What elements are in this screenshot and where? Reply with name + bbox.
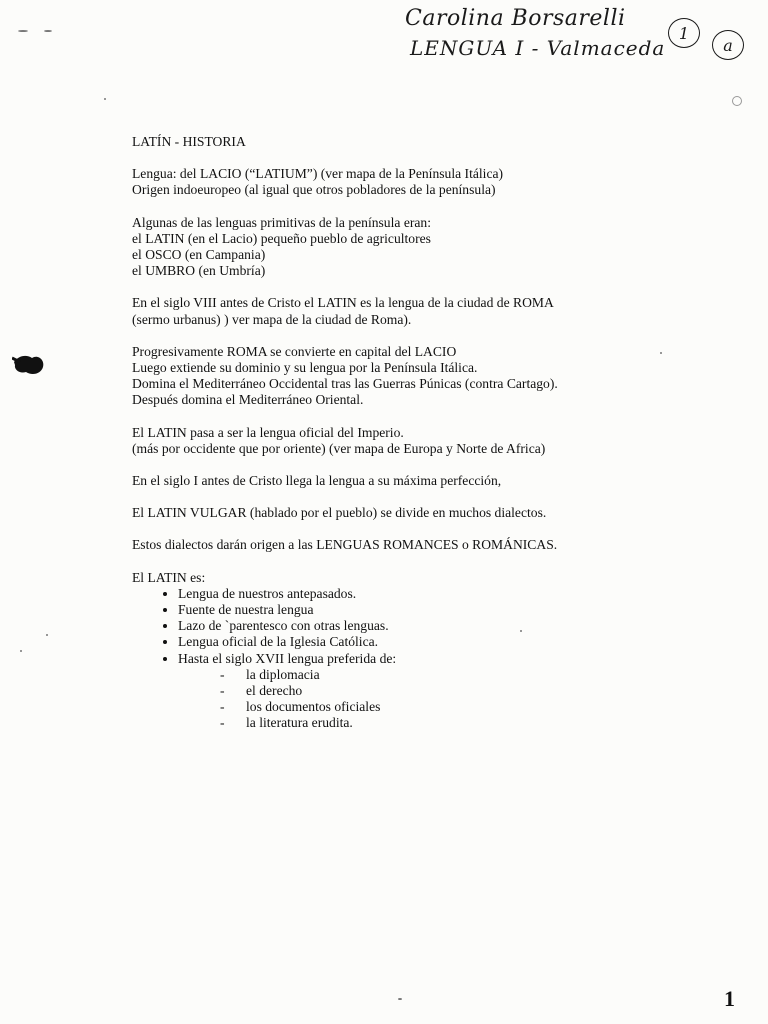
circled-number-1: 1 [668, 18, 700, 48]
paragraph-line: (sermo urbanus) ) ver mapa de la ciudad de Roma). [132, 311, 412, 327]
paragraph-line: Luego extiende su dominio y su lengua por la Península Itálica. [132, 360, 478, 376]
paragraph-line: Progresivamente ROMA se convierte en capital del LACIO [132, 343, 457, 359]
list-item [178, 651, 712, 732]
paragraph-origin [132, 166, 712, 198]
list-item-label: Hasta el siglo XVII lengua preferida de: [178, 650, 397, 666]
handwritten-name: Carolina Borsarelli [405, 6, 626, 31]
page-number: 1 [724, 986, 735, 1011]
paragraph-romance-languages: Estos dialectos darán origen a las LENGUAS ROMANCES o ROMÁNICAS. [132, 537, 558, 553]
scan-speck [104, 98, 106, 100]
paragraph-line: Origen indoeuropeo (al igual que otros pobladores de la península) [132, 182, 496, 198]
paragraph-line: el UMBRO (en Umbría) [132, 263, 266, 279]
paragraph-line: (más por occidente que por oriente) (ver mapa de Europa y Norte de Africa) [132, 440, 546, 456]
circled-letter-a: a [712, 30, 744, 60]
scan-speck [44, 30, 52, 32]
paragraph-line: Después domina el Mediterráneo Oriental. [132, 392, 364, 408]
list-item: • Lazo de `parentesco con otras lenguas. [178, 618, 712, 634]
scan-speck [732, 96, 742, 106]
paragraph-line: el LATIN (en el Lacio) pequeño pueblo de agricultores [132, 230, 431, 246]
document-title: LATÍN - HISTORIA [132, 134, 246, 149]
paragraph-rome [132, 295, 712, 327]
scan-speck [46, 634, 48, 636]
ink-blot-icon [12, 352, 46, 376]
scan-speck [398, 998, 402, 1000]
bullet-list [132, 586, 712, 732]
paragraph-line: el OSCO (en Campania) [132, 247, 266, 263]
paragraph-line: En el siglo VIII antes de Cristo el LATIN es la lengua de la ciudad de ROMA [132, 295, 554, 311]
paragraph-expansion [132, 344, 712, 409]
sub-list-item: - la literatura erudita. [220, 715, 712, 731]
scan-speck [660, 352, 662, 354]
scan-speck [20, 650, 22, 652]
sub-list-item: - la diplomacia [220, 667, 712, 683]
document-body [132, 134, 712, 732]
paragraph-line: El LATIN pasa a ser la lengua oficial del Imperio. [132, 424, 404, 440]
handwritten-course: LENGUA I - Valmaceda [410, 36, 666, 60]
scan-speck [520, 630, 522, 632]
paragraph-perfection: En el siglo I antes de Cristo llega la lengua a su máxima perfección, [132, 473, 502, 489]
list-item: • Lengua de nuestros antepasados. [178, 586, 712, 602]
list-item: • Fuente de nuestra lengua [178, 602, 712, 618]
paragraph-line: Lengua: del LACIO (“LATIUM”) (ver mapa de la Península Itálica) [132, 166, 504, 182]
sub-list [178, 667, 712, 732]
paragraph-vulgar-latin: El LATIN VULGAR (hablado por el pueblo) se divide en muchos dialectos. [132, 505, 547, 521]
paragraph-line: Domina el Mediterráneo Occidental tras las Guerras Púnicas (contra Cartago). [132, 376, 558, 392]
scan-speck [18, 30, 28, 32]
list-item: • Lengua oficial de la Iglesia Católica. [178, 634, 712, 650]
list-intro: El LATIN es: [132, 569, 206, 585]
paragraph-primitive-languages [132, 215, 712, 280]
paragraph-empire [132, 425, 712, 457]
sub-list-item: - el derecho [220, 683, 712, 699]
sub-list-item: - los documentos oficiales [220, 699, 712, 715]
paragraph-line: Algunas de las lenguas primitivas de la península eran: [132, 214, 431, 230]
